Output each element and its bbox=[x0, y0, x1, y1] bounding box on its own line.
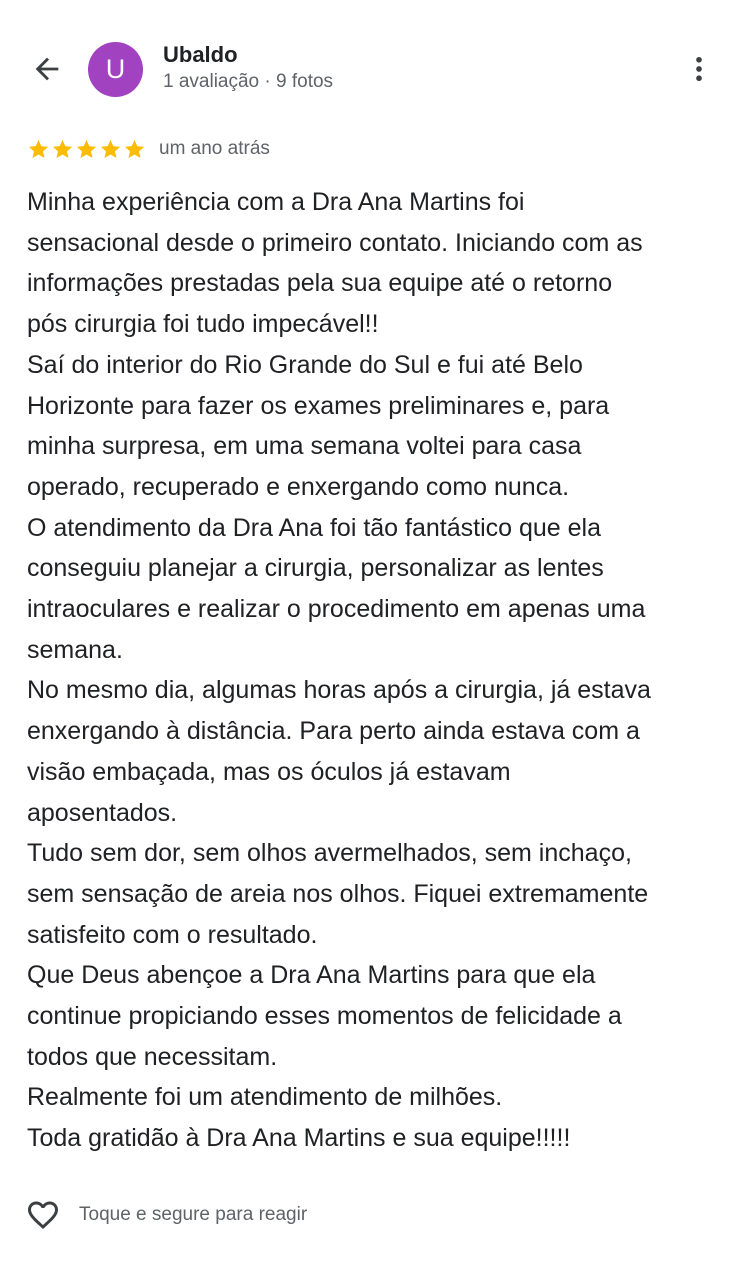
review-text-line: visão embaçada, mas os óculos já estavam bbox=[27, 757, 511, 786]
review-text-line: Realmente foi um atendimento de milhões. bbox=[27, 1083, 503, 1112]
star-icon bbox=[75, 138, 98, 161]
review-text-line: sem sensação de areia nos olhos. Fiquei extremamente bbox=[27, 879, 649, 908]
reviewer-stats: 1 avaliação · 9 fotos bbox=[163, 71, 334, 92]
review-text-line: todos que necessitam. bbox=[27, 1042, 278, 1071]
review-text bbox=[27, 182, 727, 1159]
review-text-line: aposentados. bbox=[27, 798, 178, 827]
review-text-line: sensacional desde o primeiro contato. Iniciando com as bbox=[27, 228, 643, 257]
star-icon bbox=[51, 138, 74, 161]
more-options-button[interactable] bbox=[678, 48, 720, 90]
review-text-line: Minha experiência com a Dra Ana Martins foi bbox=[27, 188, 525, 216]
review-text-line: continue propiciando esses momentos de felicidade a bbox=[27, 1002, 622, 1031]
review-text-line: Que Deus abençoe a Dra Ana Martins para que ela bbox=[27, 961, 596, 990]
avatar[interactable] bbox=[88, 42, 143, 97]
react-label: Toque e segure para reagir bbox=[79, 1204, 308, 1225]
heart-outline-icon bbox=[25, 1197, 61, 1233]
review-text-line: intraoculares e realizar o procedimento em apenas uma bbox=[27, 595, 646, 624]
back-button[interactable] bbox=[22, 44, 72, 94]
review-text-line: operado, recuperado e enxergando como nunca. bbox=[27, 472, 570, 501]
review-text-line: minha surpresa, em uma semana voltei para casa bbox=[27, 432, 582, 461]
review-text-line: enxergando à distância. Para perto ainda estava com a bbox=[27, 717, 640, 746]
arrow-back-icon bbox=[30, 52, 64, 86]
star-icon bbox=[99, 138, 122, 161]
review-text-line: Toda gratidão à Dra Ana Martins e sua equipe!!!!! bbox=[27, 1124, 571, 1153]
review-text-line: pós cirurgia foi tudo impecável!! bbox=[27, 310, 379, 339]
review-text-line: semana. bbox=[27, 635, 123, 664]
review-text-line: conseguiu planejar a cirurgia, personalizar as lentes bbox=[27, 554, 604, 583]
review-date: um ano atrás bbox=[159, 138, 270, 159]
review-text-line: satisfeito com o resultado. bbox=[27, 920, 318, 949]
review-text-line: informações prestadas pela sua equipe até o retorno bbox=[27, 269, 613, 298]
review-text-line: Saí do interior do Rio Grande do Sul e fui até Belo bbox=[27, 350, 583, 379]
review-text-line: Tudo sem dor, sem olhos avermelhados, sem inchaço, bbox=[27, 839, 632, 868]
review-text-line: O atendimento da Dra Ana foi tão fantástico que ela bbox=[27, 513, 601, 542]
review-text-line: No mesmo dia, algumas horas após a cirurgia, já estava bbox=[27, 676, 651, 705]
review-text-line: Horizonte para fazer os exames preliminares e, para bbox=[27, 391, 610, 420]
star-icon bbox=[27, 138, 50, 161]
react-button[interactable] bbox=[25, 1195, 307, 1235]
more-vert-icon bbox=[682, 52, 716, 86]
reviewer-name[interactable]: Ubaldo bbox=[163, 42, 238, 67]
rating-row bbox=[27, 136, 270, 162]
star-icon bbox=[123, 138, 146, 161]
review-header bbox=[0, 0, 747, 130]
avatar-letter: U bbox=[105, 54, 126, 84]
star-rating bbox=[27, 138, 147, 161]
